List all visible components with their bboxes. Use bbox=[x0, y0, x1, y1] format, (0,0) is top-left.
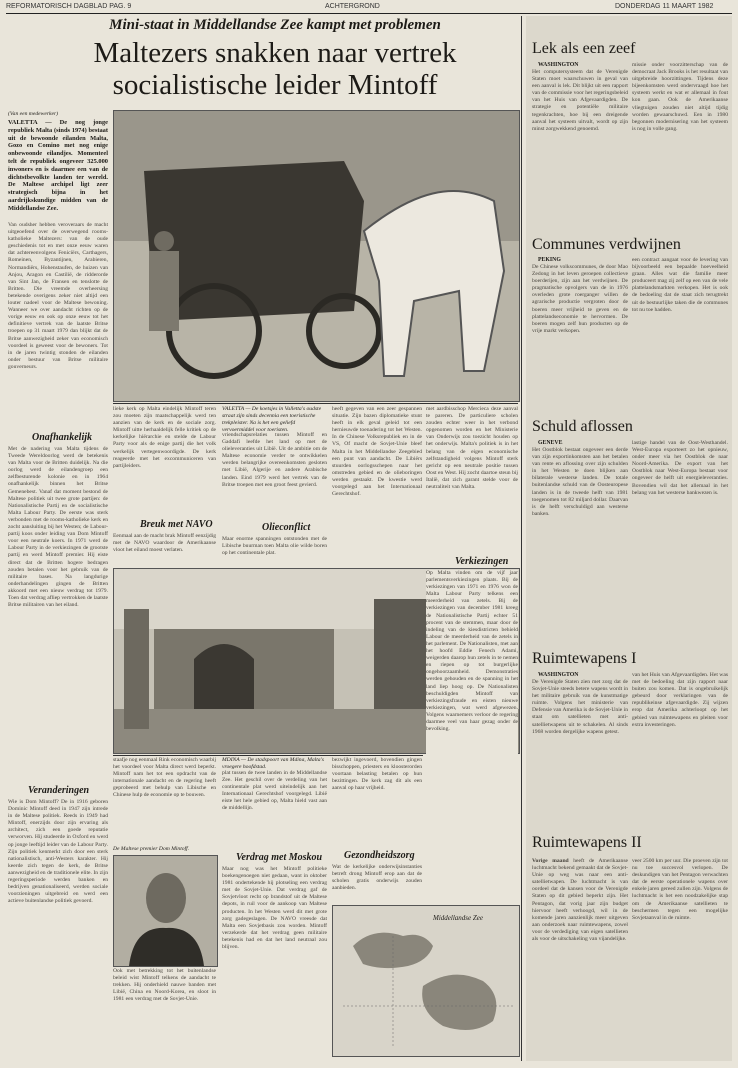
sidebar-ruimte1-col-a: De Verenigde Staten zien met zorg dat de Sovjet-Unie steeds betere wapens wordt in het militaire gebruik van de kunstmatige ruimte. Volgens het ministerie van Defensie van Amerika is de Sovjet-Unie in staat om satellieten met anti-satellietwapens uit te schakelen. Al sinds 1968 worden dergelijke wapens getest. bbox=[532, 679, 628, 735]
sidebar-ruimte2-col-a: Vorige maand heeft de Amerikaanse luchtmacht bekend gemaakt dat de Sovjet-Unie op weg was naar een anti-satellietwapen. De luchtmacht is van oordeel dat de kansen voor de Verenigde Staten op dit gebied beperkt zijn. Het Pentagon, dat vorig jaar zijn budget hiervoor heeft verhoogd, wil in de komende jaren aanzienlijk meer uitgeven aan onderzoek naar ruimtewapens, zowel voor de verdediging van eigen satellieten als voor de uitschakeling van vijandelijke. bbox=[532, 858, 628, 943]
subhead-breuk: Breuk met NAVO bbox=[140, 519, 213, 530]
subhead-gezondheid: Gezondheidszorg bbox=[344, 850, 415, 861]
col1-body-a: Van oudsher hebben veroveraars de macht uitgeoefend over de overwegend rooms-katholieke Maltezers: van de oude geschiedenis tot en met onze eeuw waren dat achtereenvolgens Feniciërs, Carthagers, Romeinen, Byzantijnen, Arabieren, Normandiërs, Hohenstaufen, de huizen van Anjou, Aragon en Castilië, de ridderorde van Sint Jan, de Fransen en tenslotte de Britten. Die vreemde overheersing betekende overigens zeker niet altijd een louter nadeel voor de Maltese bewoning. Wanneer we over aandacht richten op de vorige eeuw en ook op onze eeuw tot het definitieve vertrek van de laatste Britse troepen op 31 maart 1979 dan blijkt dat de Britse aanwezigheid zeker van economisch voordeel is geweest voor de bewoners. Tot in de jaren twintig stonden de eilanden onder bestuur van Britse militaire gouverneurs. bbox=[8, 222, 108, 370]
carriage-photo-drawing bbox=[114, 111, 519, 401]
sidebar-schuld-col-b: lastige handel van de Oost-Westhandel. West-Europa exporteert zo het opnieuw, onder meer via het Oostblok de naar Noord-Amerika. De export van het Oostblok naar West-Europa bestaat voor ongeveer de helft uit energieleveranties. Bovendien wil dat het allemaal in het belang van het westerse bankwezen is. bbox=[632, 440, 728, 496]
sidebar-ruimte1-col-b: van het Huis van Afgevaardigden. Het was met de bedoeling dat zijn rapport naar buiten zou komen. Dat is ongebruikelijk gebeurd door verklaringen van de republikeinse afgevaardigde. Zij wijzen erop dat Amerika achterloopt op het gebied van ruimtewapens en pleiten voor extra investeringen. bbox=[632, 672, 728, 728]
col3-body-a: vriendschapsrelaties tussen Mintoff en Gaddafi leefde het land op met de olieleveranties uit Libië. Uit de ambitie om de Maltese economie verder te ontwikkelen werden belangrijke overeenkomsten gesloten met Libië, Algerije en andere Arabische landen. Eind 1979 werd het vertrek van de Britse troepen met een groot feest gevierd. bbox=[222, 432, 327, 488]
sidebar-schuld-col-a: Het Oostblok bestaat ongeveer een derde van zijn exportinkomsten aan het betalen van rente en aflossing over zijn schulden in het Westen te doen blijken aan bilaterale westerse landen. De totale buitenlandse schuld van de Oosteuropese landen is in de tweede helft van 1981 toegenomen tot 82 miljard dollar. Daarvan is de helft verschuldigd aan westerse banken. bbox=[532, 447, 628, 517]
col3-body-c: plat tussen de twee landen in de Middellandse Zee. Het geschil over de verdeling van het continentale plat werd uiteindelijk aan het Internationaal Gerechtshof voorgelegd. Libië eiste het hele gebied op, Malta hield vast aan de middellijn. bbox=[222, 770, 327, 812]
sidebar-title-ruimte1: Ruimtewapens I bbox=[532, 650, 637, 667]
sidebar-communes-col-a: De Chinese volkscommunes, de door Mao Zedong in het leven geroepen collectieve boerderijen, zijn aan het verdwijnen. De pragmatische opvolgers van de in 1976 overleden grote roerganger willen de agrarische productie vergroten door de boeren meer vrijheid te geven en de plattelandseconomie te hervormen. De boeren mogen zelf hun producten op de vrije markt verkopen. bbox=[532, 264, 628, 334]
malta-map-drawing bbox=[333, 906, 519, 1056]
column-separator bbox=[521, 16, 522, 1061]
byline: (Van een medewerker) bbox=[8, 111, 59, 117]
col5-body-b: Op Malta vinden om de vijf jaar parlementsverkiezingen plaats. Bij de verkiezingen van 1971 en 1976 won de Malta Labour Party telkens een meerderheid van zetels. Bij de verkiezingen van december 1981 kreeg de Nationalistische Partij echter 51 procent van de stemmen, maar door de indeling van de kiesdistricten behield Labour de meerderheid van de zetels in het parlement. De Nationalisten, met aan het hoofd Eddie Fenech Adami, weigerden daarop hun zetels in te nemen en riepen op tot burgerlijke ongehoorzaamheid. Demonstraties werden gehouden en de spanning in het land liep hoog op. De Nationalisten beschuldigden Mintoff van verkiezingsfraude en eisten nieuwe verkiezingen, wat werd afgewezen. Volgens waarnemers verloor de regering daarmee veel van haar gezag onder de bevolking. bbox=[426, 570, 518, 900]
sidebar-ruimte2-col-b: veer 2500 km per uur. Die proeven zijn tot nu toe succesvol verlopen. De deskundigen van het Pentagon verwachten dat de eerste operationele wapens over enkele jaren gereed zullen zijn. Volgens de luchtmacht is het een noodzakelijke stap om de Amerikaanse satellieten te beschermen tegen een mogelijke Sovjetaanval in de ruimte. bbox=[632, 858, 728, 921]
col3-body-d: Maar nog was het Mintoff politieke boekengenoegen niet gedaan, want in oktober 1981 ondertekende hij plotseling een verdrag met de Sovjet-Unie. Dat verdrag gaf de Sovjetvloot recht op brandstof uit de Maltese depots, in ruil voor de aankoop van Maltese producten. In het Westen werd dit met grote zorg gadegeslagen. De NAVO vreesde dat Malta een Sovjetbasis zou worden. Mintoff verzekerde dat het verdrag geen militaire betekenis had en dat het land neutraal zou blijven. bbox=[222, 866, 327, 951]
col3-body-b: Maar enorme spanningen ontstonden met de Libische buurman toen Malta olie wilde boren op het continentale plat. bbox=[222, 536, 327, 557]
portrait-photo bbox=[113, 855, 218, 967]
kicker: Mini-staat in Middellandse Zee kampt met problemen bbox=[109, 17, 441, 33]
date-label: DONDERDAG 11 MAART 1982 bbox=[615, 3, 714, 10]
malta-map bbox=[332, 905, 520, 1057]
col2-body-c: staafje nog eenmaal Rink economisch waarbij het voordeel voor Malta direct werd beperkt. Mintoff nam het tot een opdracht van de internationale aandacht en de regering heeft geprobeerd met behulp van Libische en Chinese hulp de economie op te bouwen. bbox=[113, 757, 216, 799]
section-label: ACHTERGROND bbox=[325, 3, 380, 10]
subhead-onafhankelijk: Onafhankelijk bbox=[32, 432, 93, 443]
sidebar-title-lek: Lek als een zeef bbox=[532, 40, 636, 57]
carriage-photo bbox=[113, 110, 520, 402]
sidebar-title-schuld: Schuld aflossen bbox=[532, 418, 633, 435]
photo-rule-top bbox=[113, 403, 518, 404]
sidebar-lek-col-b: missie onder voorzitterschap van de democraat Jack Brooks is het resultaat van uitgebreide hoorzittingen. Tijdens deze bijeenkomsten werd ondervraagd hoe het systeem werkt en wat er allemaal in fout kon gaan. Ook de Amerikaanse vliegtuigen zouden niet altijd tijdig worden gewaarschuwd. Een in 1980 begonnen modernisering van het systeem is nog in volle gang. bbox=[632, 62, 728, 132]
col2-body-d: Ook met betrekking tot het buitenlandse beleid wist Mintoff telkens de aandacht te trekken. Hij onderhield nauwe banden met Libië, China en Noord-Korea, en sloot in 1981 een verdrag met de Sovjet-Unie. bbox=[113, 968, 216, 1003]
subhead-veranderingen: Veranderingen bbox=[28, 785, 90, 796]
col1-body-b: Met de nadering van Malta tijdens de Tweede Wereldoorlog werd de betekenis van Malta voor de Britten duidelijk. Na die oorlog werd de eilandengroep een zelfbesturende kolonie en in 1964 onafhankelijk binnen het Britse Gemenebest. Vanaf dat moment bestond de Maltese politiek uit twee grote partijen: de Nationalistische Partij en de socialistische Malta Labour Party. De eerste was sterk verbonden met de rooms-katholieke kerk en zocht aansluiting bij het Westen; de Labour-partij koos onder leiding van Dom Mintoff voor een neutrale koers. In 1971 werd de Labour Party in de verkiezingen de grootste partij en werd Mintoff premier. Hij eiste direct dat de Britten hogere bedragen zouden betalen voor het gebruik van de militaire bases. Na langdurige onderhandelingen gingen de Britten akkoord met een nieuw verdrag tot 1979. Toen dat verdrag afliep vertrokken de laatste Britse militairen van het eiland. bbox=[8, 446, 108, 609]
masthead-rule bbox=[6, 13, 732, 14]
sidebar-dateline-4: WASHINGTON bbox=[538, 672, 579, 678]
map-label: Middellandse Zee bbox=[433, 914, 483, 922]
col5-body-a: met aardbisschop Mercieca deze aanval te pareren. De particuliere scholen zouden echter weer in het verbond opgenomen worden en het Ministerie van Onderwijs zou toezicht houden op het onderwijs. Malta's politiek is in het belang van de eigen economische zelfstandigheid volgens Mintoff sterk gericht op een neutrale positie tussen Oost en West. Hij zocht daartoe steun bij Italië, dat zich garant stelde voor de neutraliteit van Malta. bbox=[426, 406, 518, 491]
col4-body-c: Wat de kerkelijke onderwijsinstanties betreft drong Mintoff erop aan dat de scholen gratis onderwijs zouden aanbieden. bbox=[332, 864, 422, 892]
portrait-photo-drawing bbox=[114, 856, 217, 966]
page-label-left: REFORMATORISCH DAGBLAD PAG. 9 bbox=[6, 3, 132, 10]
caption-carriage: VALETTA — De koetsjes in Valletta's oudste straat zijn sinds decennia een toeristische trekpleister. Na is het een geliefd vervoermiddel voor toeristen. bbox=[222, 406, 322, 433]
col1-body-c: Wie is Dom Mintoff? De in 1916 geboren Dominic Mintoff deed in 1947 zijn intrede in de Maltese politiek. Reeds in 1949 had Mintoff, enerzijds door zijn ervaring als architect, zich een goede reputatie verworven. Hij studeerde in Oxford en werd op jonge leeftijd leider van de Labour Party. Zijn politiek kenmerkt zich door een sterk nationalistisch, anti-Westers karakter. Hij keerde zich tegen de kerk, de Britse aanwezigheid en de traditionele elite. In zijn regeringsperiode werden banken en bedrijven genationaliseerd, werden sociale voorzieningen uitgebreid en werd een actieve buitenlandse politiek gevoerd. bbox=[8, 799, 108, 905]
sidebar-dateline-1: WASHINGTON bbox=[538, 62, 579, 68]
sidebar-dateline-5: Vorige maand bbox=[532, 858, 569, 864]
col2-body-a: lieke kerk op Malta eindelijk Mintoff teren zou moeten zijn maatschappelijk werd ten aanzien van de kerk en de sociale zorg. Mintoff uitte herhaaldelijk felle kritiek op de kerkelijke hiërarchie en stelde de Labour Party voor als de enige partij die het volk werkelijk vertegenwoordigde. De kerk reageerde met het excommuniceren van partijleiders. bbox=[113, 406, 216, 469]
sidebar-title-communes: Communes verdwijnen bbox=[532, 236, 681, 253]
col4-body-a: heeft gegeven van een zeer gespannen situatie. Zijn bazen diplomatieke stunt heeft in elk geval geleid tot een hernieuwde toenadering tot het Westen. In de Chinese Volksrepubliek en in de VS, Of macht de Sovjet-Unie bleef Malta in het Middellandse Zeegebied een punt van aandacht. De Libiërs stuurden oorlogsschepen naar het omstreden gebied en de olieboringen werden gestaakt. De kwestie werd voorgelegd aan het Internationaal Gerechtshof. bbox=[332, 406, 422, 498]
headline-line-2: socialistische leider Mintoff bbox=[112, 69, 438, 101]
sidebar-dateline-2: PEKING bbox=[538, 257, 561, 263]
col4-body-b: bezwijkt ingevoerd, bovendien gingen bisschoppen, priesters en kloosterorden voortaan belasting betalen op hun bezittingen. De kerk zag dit als een aanval op haar vrijheid. bbox=[332, 757, 422, 792]
photo-rule-mid bbox=[113, 755, 423, 756]
subhead-olieconflict: Olieconflict bbox=[262, 522, 311, 533]
caption-portrait: De Maltese premier Dom Mintoff. bbox=[113, 846, 190, 852]
headline-line-1: Maltezers snakken naar vertrek bbox=[93, 37, 457, 69]
intro-paragraph: VALETTA — De nog jonge republiek Malta (sinds 1974) bestaat uit de bewoonde eilanden Malta, Gozo en Comino met nog enige onbewoonde eilandjes. Momenteel telt de republiek ongeveer 325.000 inwoners en is daarmee een van de dichtstbevolkte landen ter wereld. De Maltese archipel ligt zeer strategisch bijna in het aardrijkskundige midden van de Middellandse Zee. bbox=[8, 119, 108, 212]
sidebar-lek-col-a: Het computersysteem dat de Verenigde Staten moet waarschuwen in geval van een aanval is lek. Dit blijkt uit een rapport van de commissie voor het regeringsbeleid van het Huis van Afgevaardigden. De strategie en potentiële militaire tegenkrachten, hoe bij een dreigende aanval het systeem uitvalt, wordt op zijn minst zorgwekkend genoemd. bbox=[532, 69, 628, 132]
subhead-verkiezingen: Verkiezingen bbox=[455, 556, 509, 567]
sidebar-dateline-3: GENEVE bbox=[538, 440, 563, 446]
col2-body-b: Eenmaal aan de macht brak Mintoff eenzijdig met de NAVO waardoor de Amerikaanse vloot het eiland moest verlaten. bbox=[113, 533, 216, 554]
sidebar-title-ruimte2: Ruimtewapens II bbox=[532, 834, 642, 851]
caption-mdina: MDINA — De stadspoort van Mdina, Malta's vroegere hoofdstad. bbox=[222, 757, 324, 770]
subhead-verdrag: Verdrag met Moskou bbox=[236, 852, 323, 863]
sidebar-communes-col-b: een contract aangaat voor de levering van bijvoorbeeld een bepaalde hoeveelheid graan. Alles wat die familie meer produceert mag zij zelf op een van de vele plattelandsmarkten verkopen. Het is ook de bedoeling dat de staat zich terugtrekt uit de bestuurlijke taken die de communes tot nu toe hadden. bbox=[632, 257, 728, 313]
